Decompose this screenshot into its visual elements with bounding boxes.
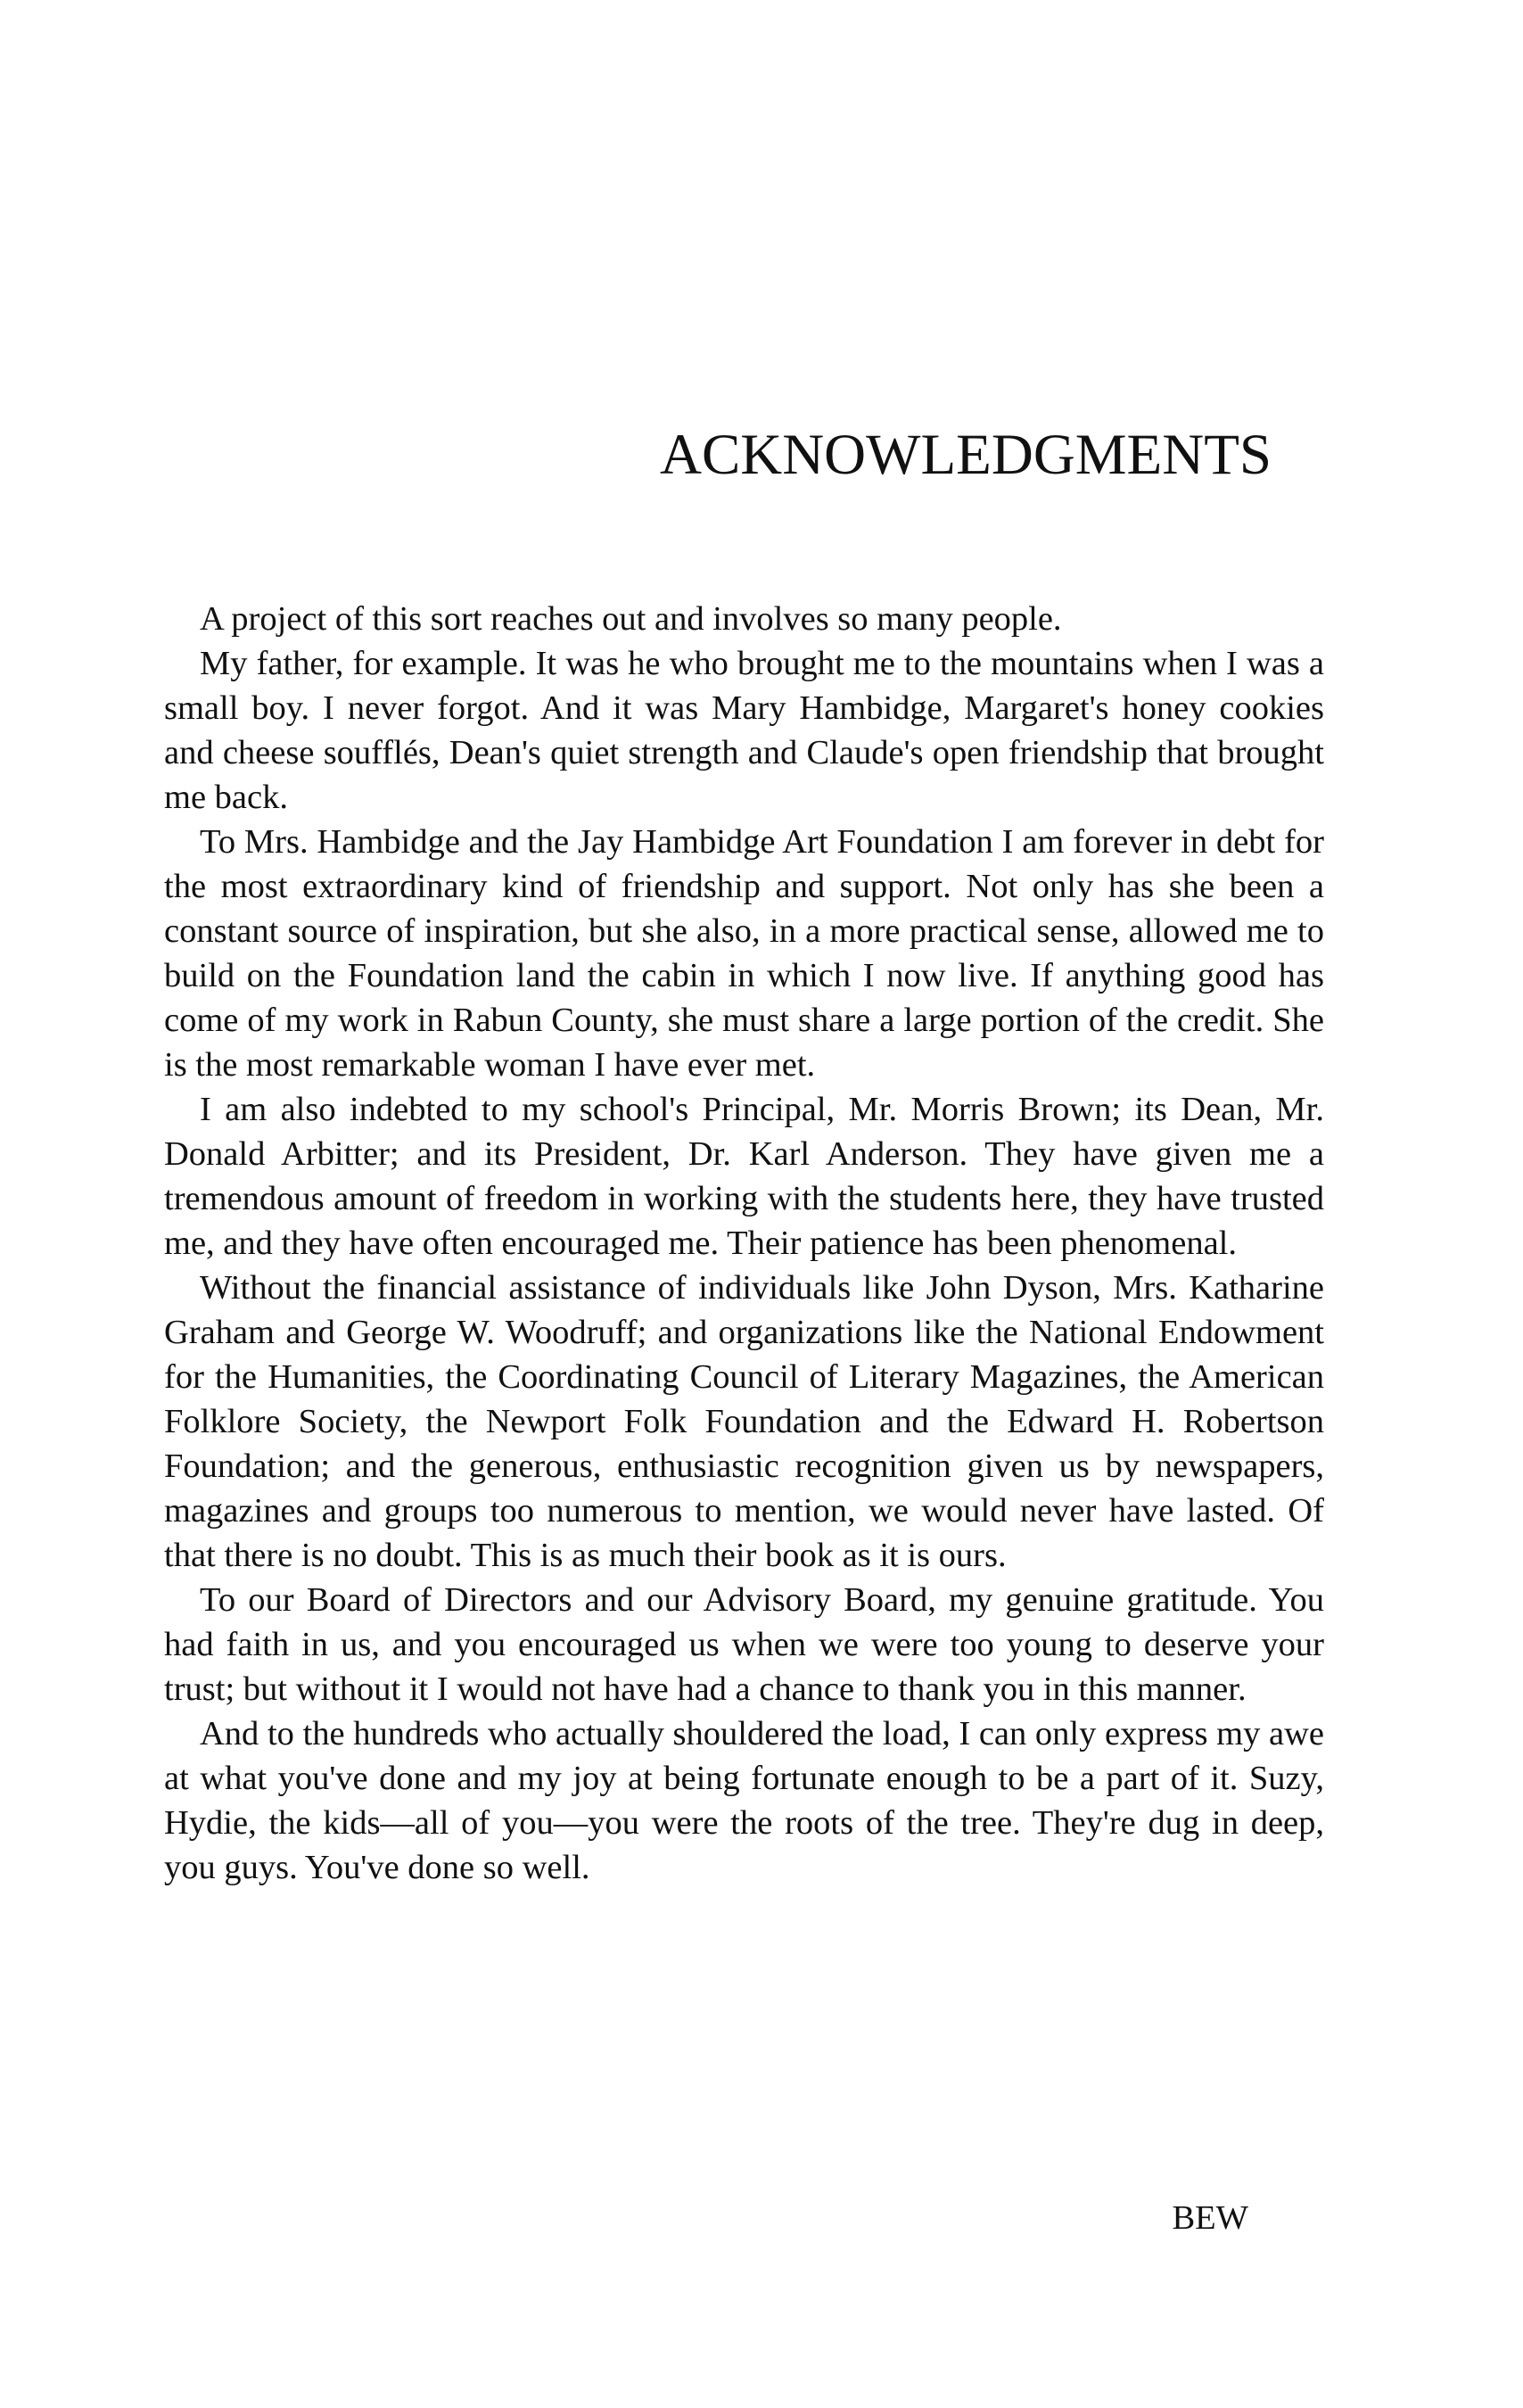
- paragraph-3: To Mrs. Hambidge and the Jay Hambidge Art Foundation I am forever in debt for the most extraordinary kind of friendship and support. Not only has she been a constant source of inspiration, but she also, in a more practical sense, allowed me to build on the Foundation land the cabin in which I now live. If anything good has come of my work in Rabun County, she must share a large portion of the credit. She is the most remarkable woman I have ever met.: [164, 823, 1324, 1084]
- paragraph-2: My father, for example. It was he who brought me to the mountains when I was a small boy. I never forgot. And it was Mary Hambidge, Margaret's honey cookies and cheese soufflés, Dean's quiet strength and Claude's open friendship that brought me back.: [164, 645, 1324, 816]
- signature-initials: BEW: [1172, 2199, 1248, 2237]
- paragraph-6: To our Board of Directors and our Advisory Board, my genuine gratitude. You had faith in us, and you encouraged us when we were too young to deserve your trust; but without it I would not have had a chance to thank you in this manner.: [164, 1581, 1324, 1708]
- paragraph-4: I am also indebted to my school's Principal, Mr. Morris Brown; its Dean, Mr. Donald Arbitter; and its President, Dr. Karl Anderson. They have given me a tremendous amount of freedom in working with the students here, they have trusted me, and they have often encouraged me. Their patience has been phenomenal.: [164, 1091, 1324, 1262]
- acknowledgments-body: [164, 597, 1324, 1890]
- paragraph-5: Without the financial assistance of individuals like John Dyson, Mrs. Katharine Graham and George W. Woodruff; and organizations like the National Endowment for the Humanities, the Coordinating Council of Literary Magazines, the American Folklore Society, the Newport Folk Foundation and the Edward H. Robertson Foundation; and the generous, enthusiastic recognition given us by newspapers, magazines and groups too numerous to mention, we would never have lasted. Of that there is no doubt. This is as much their book as it is ours.: [164, 1269, 1324, 1574]
- paragraph-7: And to the hundreds who actually shouldered the load, I can only express my awe at what you've done and my joy at being fortunate enough to be a part of it. Suzy, Hydie, the kids—all of you—you were the roots of the tree. They're dug in deep, you guys. You've done so well.: [164, 1715, 1324, 1886]
- page-title: ACKNOWLEDGMENTS: [660, 423, 1272, 487]
- paragraph-1: A project of this sort reaches out and involves so many people.: [200, 600, 1062, 638]
